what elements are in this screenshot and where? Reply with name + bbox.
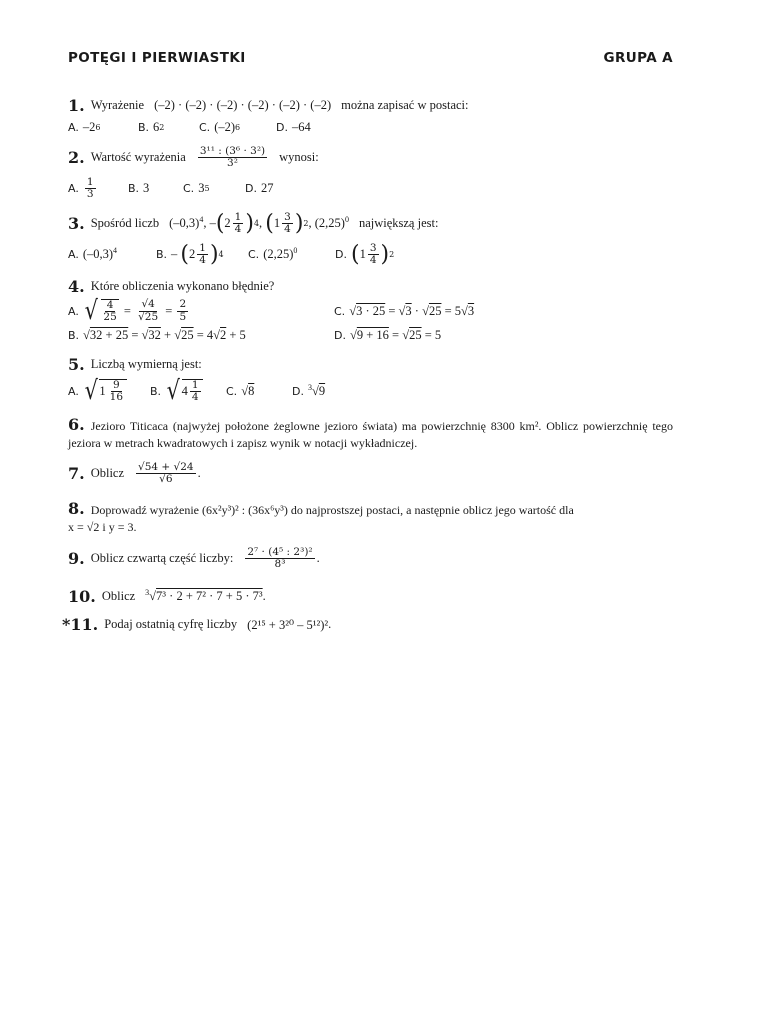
option-b: B. 6 2 — [138, 120, 165, 134]
question-4 — [68, 277, 274, 296]
question-text: Które obliczenia wykonano błędnie? — [90, 279, 275, 293]
question-number: 7. — [68, 464, 85, 484]
question-number: 6. — [68, 415, 85, 434]
question-text-tail: największą jest: — [358, 216, 439, 231]
worksheet-title: POTĘGI I PIERWIASTKI — [68, 50, 246, 66]
option-b: B. – ( 2 $\frac{1}{4}$ ) 4 — [156, 241, 224, 267]
option-c: C. (–2) 6 — [199, 120, 241, 134]
question-number: 10. — [68, 587, 96, 606]
question-5 — [68, 355, 202, 374]
question-text-line2: x = √2 i y = 3. — [68, 520, 137, 534]
question-expression: (–2) · (–2) · (–2) · (–2) · (–2) · (–2) — [154, 98, 332, 112]
fraction-denominator: 3² — [227, 157, 238, 170]
cube-root-expression: $^3$√7³ · 2 + 7² · 7 + 5 · 7³. — [145, 588, 266, 603]
question-text: Oblicz czwartą część liczby: — [90, 551, 234, 566]
option-d: D. $^3$√9 — [292, 382, 326, 398]
question-3-options — [68, 243, 394, 266]
fraction — [136, 462, 196, 485]
option-c: C. √8 — [226, 383, 255, 398]
question-2-options — [68, 177, 273, 200]
question-text: Doprowadź wyrażenie (6x²y³)² : (36x⁶y³) do najprostszej postaci, a następnie oblicz jego wartość dla — [90, 503, 574, 517]
question-3 — [68, 212, 438, 235]
worksheet-page — [62, 0, 673, 1024]
question-text: Liczbą wymierną jest: — [90, 357, 202, 371]
question-6 — [68, 416, 673, 452]
question-text: Spośród liczb — [90, 216, 160, 231]
question-number: 8. — [68, 499, 85, 518]
option-d: D. –64 — [276, 120, 311, 134]
question-1-options — [68, 120, 311, 135]
question-text: Oblicz — [101, 589, 136, 603]
option-d: D. √9 + 16 = √25 = 5 — [334, 328, 442, 342]
option-a: A. √ $\frac{4}{25}$ = $\frac{√4}{√25}$ = $\frac{2}{5}$ — [68, 296, 187, 326]
question-text-tail: można zapisać w postaci: — [341, 98, 469, 112]
question-11: *11. Podaj ostatnią cyfrę liczby (2¹⁵ + 3²⁰ – 5¹²)² . — [62, 615, 332, 634]
option-d: D. 27 — [245, 181, 274, 196]
number-2: ( 2 $\frac{1}{4}$ ) 4 , — [215, 210, 266, 236]
option-c: C. 3 5 — [183, 181, 210, 196]
question-number: 2. — [68, 148, 85, 168]
question-10 — [68, 587, 266, 606]
question-5-options — [68, 378, 325, 404]
question-7: 7. Oblicz $\frac{√54 + √24}{√6}$ . — [68, 461, 201, 486]
option-a: A. $(-0,3)^4$ — [68, 246, 118, 262]
question-text: Wyrażenie — [90, 98, 145, 112]
fraction-denominator: 8³ — [274, 558, 286, 571]
option-d: D. ( 1 $\frac{3}{4}$ ) 2 — [335, 241, 395, 267]
option-a: A. √ 1 $\frac{9}{16}$ — [68, 378, 150, 404]
question-9: 9. Oblicz czwartą część liczby: $\frac{\text{2⁷ · (4⁵ : 2³)²}}{\text{8³}}$ . — [68, 546, 320, 571]
option-a: A. $\frac{1}{3}$ — [68, 176, 94, 201]
fraction — [198, 146, 267, 169]
number-3: ( 1 $\frac{3}{4}$ ) 2 , — [265, 210, 315, 236]
fraction-numerator: 2⁷ · (4⁵ : 2³)² — [247, 546, 313, 558]
question-number: *11. — [62, 615, 99, 634]
number-4: $(2,25)^0$ — [314, 215, 349, 231]
question-text: Wartość wyrażenia — [90, 150, 186, 165]
question-text: Oblicz — [90, 466, 125, 481]
question-number: 1. — [68, 96, 85, 115]
question-8 — [68, 500, 673, 536]
option-c: C. $(2,25)^0$ — [248, 246, 298, 262]
option-b: B. √32 + 25 = √32 + √25 = 4√2 + 5 — [68, 328, 246, 342]
question-text-tail: wynosi: — [279, 150, 319, 165]
question-number: 3. — [68, 214, 85, 234]
question-number: 9. — [68, 549, 85, 569]
question-number: 5. — [68, 355, 85, 374]
number-1: $(-0,3)^4$, – — [169, 215, 216, 231]
option-a: A. –2 6 — [68, 120, 101, 134]
fraction — [245, 547, 314, 570]
question-number: 4. — [68, 277, 85, 296]
option-b: B. 3 — [128, 181, 150, 196]
group-label: GRUPA A — [603, 50, 673, 66]
option-c: C. √3 · 25 = √3 · √25 = 5√3 — [334, 304, 475, 318]
question-2 — [68, 146, 319, 169]
question-text: Podaj ostatnią cyfrę liczby — [104, 617, 238, 631]
question-1 — [68, 96, 469, 115]
question-expression: (2¹⁵ + 3²⁰ – 5¹²)² — [247, 617, 329, 632]
fraction-denominator: √6 — [159, 473, 173, 486]
option-b: B. √ 4 $\frac{1}{4}$ — [150, 378, 226, 404]
fraction-numerator: 3¹¹ : (3⁶ · 3²) — [199, 145, 266, 157]
question-text: Jezioro Titicaca (najwyżej położone żeglowne jezioro świata) ma powierzchnię 8300 km². Oblicz powierzchnię tego jeziora w metrach kwadratowych i zapisz wynik w notacji wykładniczej. — [68, 419, 673, 450]
fraction-numerator: √54 + √24 — [138, 461, 194, 473]
